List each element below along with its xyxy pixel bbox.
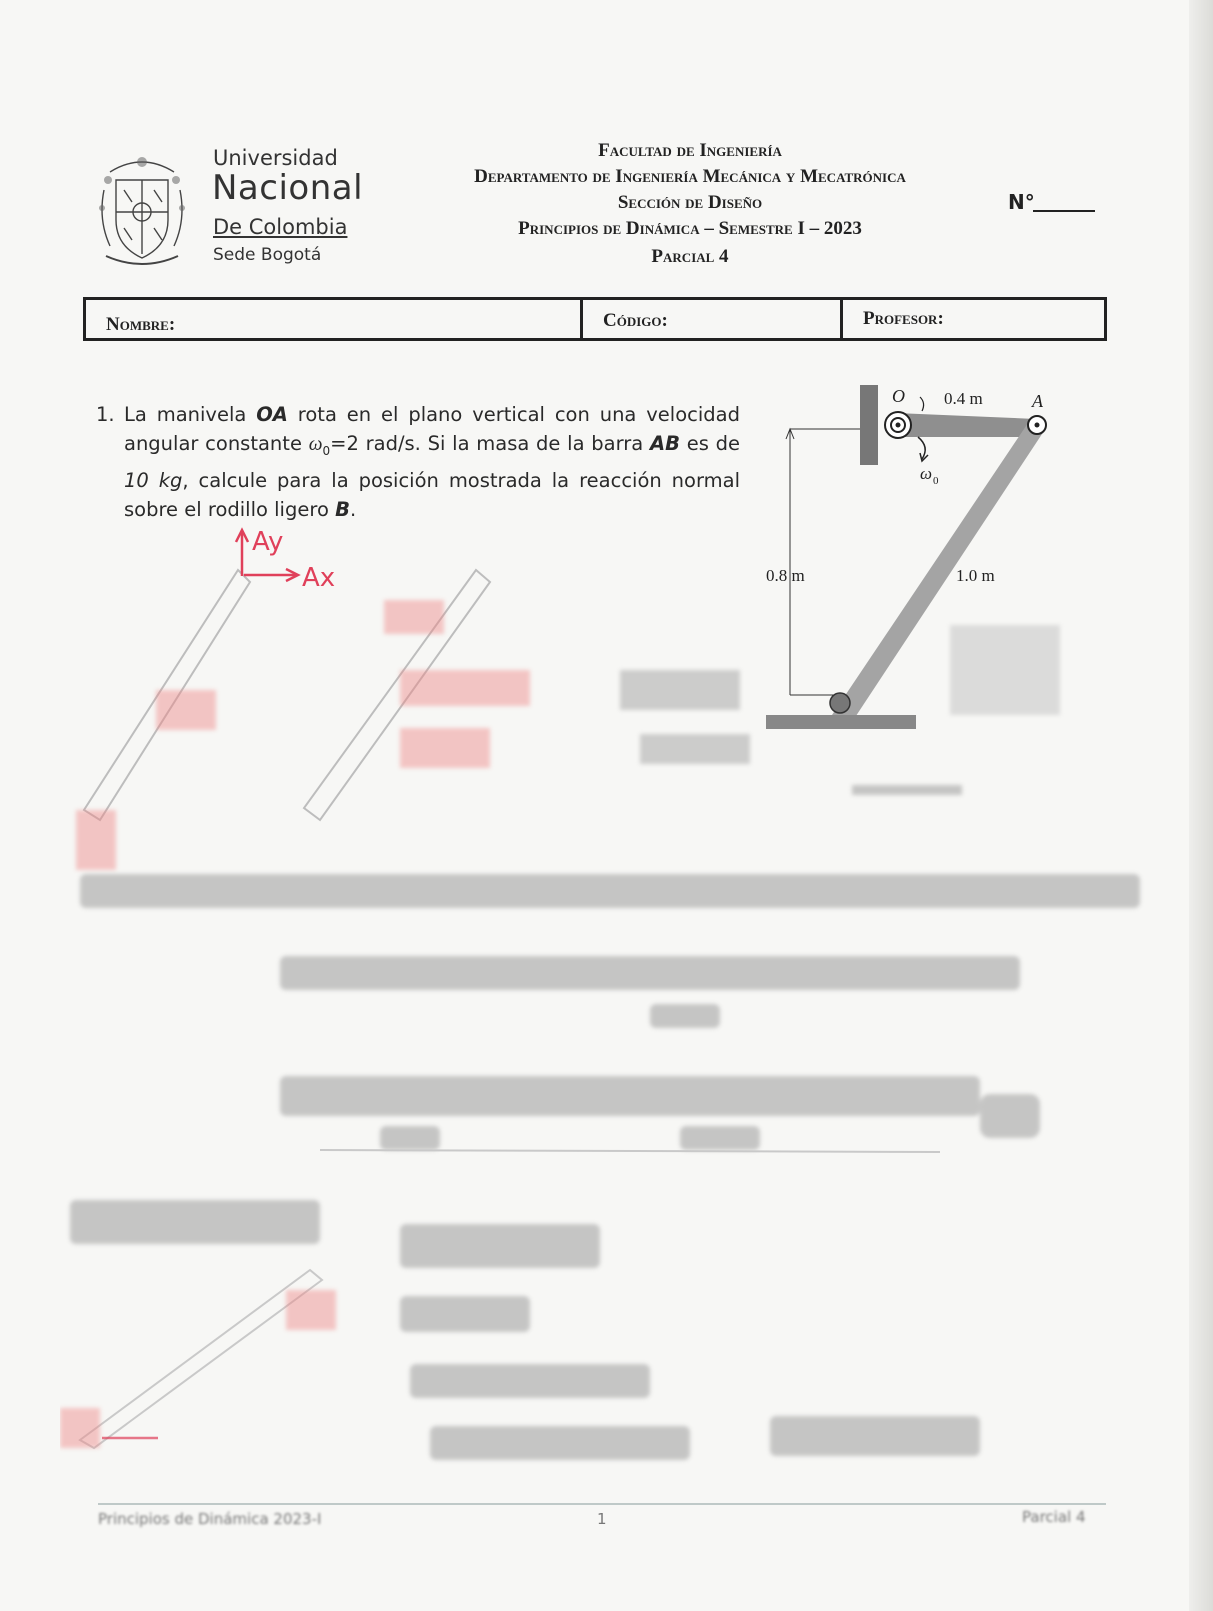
professor-cell: Profesor:	[863, 308, 944, 329]
label-a: A	[1032, 391, 1043, 411]
wall-support	[860, 385, 878, 465]
omega-arrow	[918, 437, 925, 459]
label-ab-length: 1.0 m	[956, 566, 995, 585]
crank-oa	[896, 413, 1036, 437]
student-info-table	[83, 297, 1107, 341]
roller-b	[830, 693, 850, 713]
footer-course: Principios de Dinámica 2023-I	[98, 1510, 322, 1528]
ax-label: Ax	[302, 563, 336, 593]
code-cell: Código:	[583, 300, 843, 338]
faculty-heading: Facultad de Ingeniería	[598, 140, 782, 161]
name-cell: Nombre:	[86, 300, 583, 338]
course-heading: Principios de Dinámica – Semestre I – 2023	[518, 218, 862, 239]
university-line-3: De Colombia	[213, 215, 348, 239]
question-number: 1.	[96, 403, 115, 426]
department-heading: Departamento de Ingeniería Mecánica y Mecatrónica	[474, 166, 906, 187]
label-o: O	[892, 386, 905, 406]
handwritten-calculations	[60, 860, 1160, 1500]
question-1	[96, 400, 740, 524]
page-edge	[1189, 0, 1213, 1611]
university-campus: Sede Bogotá	[213, 245, 322, 265]
university-seal-icon	[96, 150, 188, 270]
footer-rule	[98, 1503, 1106, 1505]
handwritten-fbd	[60, 520, 760, 880]
floor-surface	[766, 715, 916, 729]
exam-heading: Parcial 4	[651, 246, 729, 267]
mechanism-figure	[760, 385, 1110, 825]
university-line-1: Universidad	[213, 146, 338, 170]
label-oa-length: 0.4 m	[944, 389, 983, 408]
footer-page-number: 1	[597, 1510, 607, 1528]
question-text: La manivela OA rota en el plano vertical con una velocidad angular constante $\omega_0=2$ rad/s. Si la masa de la barra AB es de 10 kg, calcule para la posición mostrada la reacción normal sobre el rodillo ligero B.	[124, 403, 741, 521]
footer-exam: Parcial 4	[1022, 1508, 1086, 1526]
label-omega-subscript: 0	[933, 475, 939, 487]
label-omega: ω	[920, 464, 933, 483]
section-heading: Sección de Diseño	[617, 192, 763, 213]
university-line-2: Nacional	[212, 168, 364, 208]
ay-label: Ay	[252, 527, 284, 557]
number-label: N°	[1008, 190, 1035, 214]
label-height: 0.8 m	[766, 566, 805, 585]
number-blank-line	[1033, 210, 1095, 212]
